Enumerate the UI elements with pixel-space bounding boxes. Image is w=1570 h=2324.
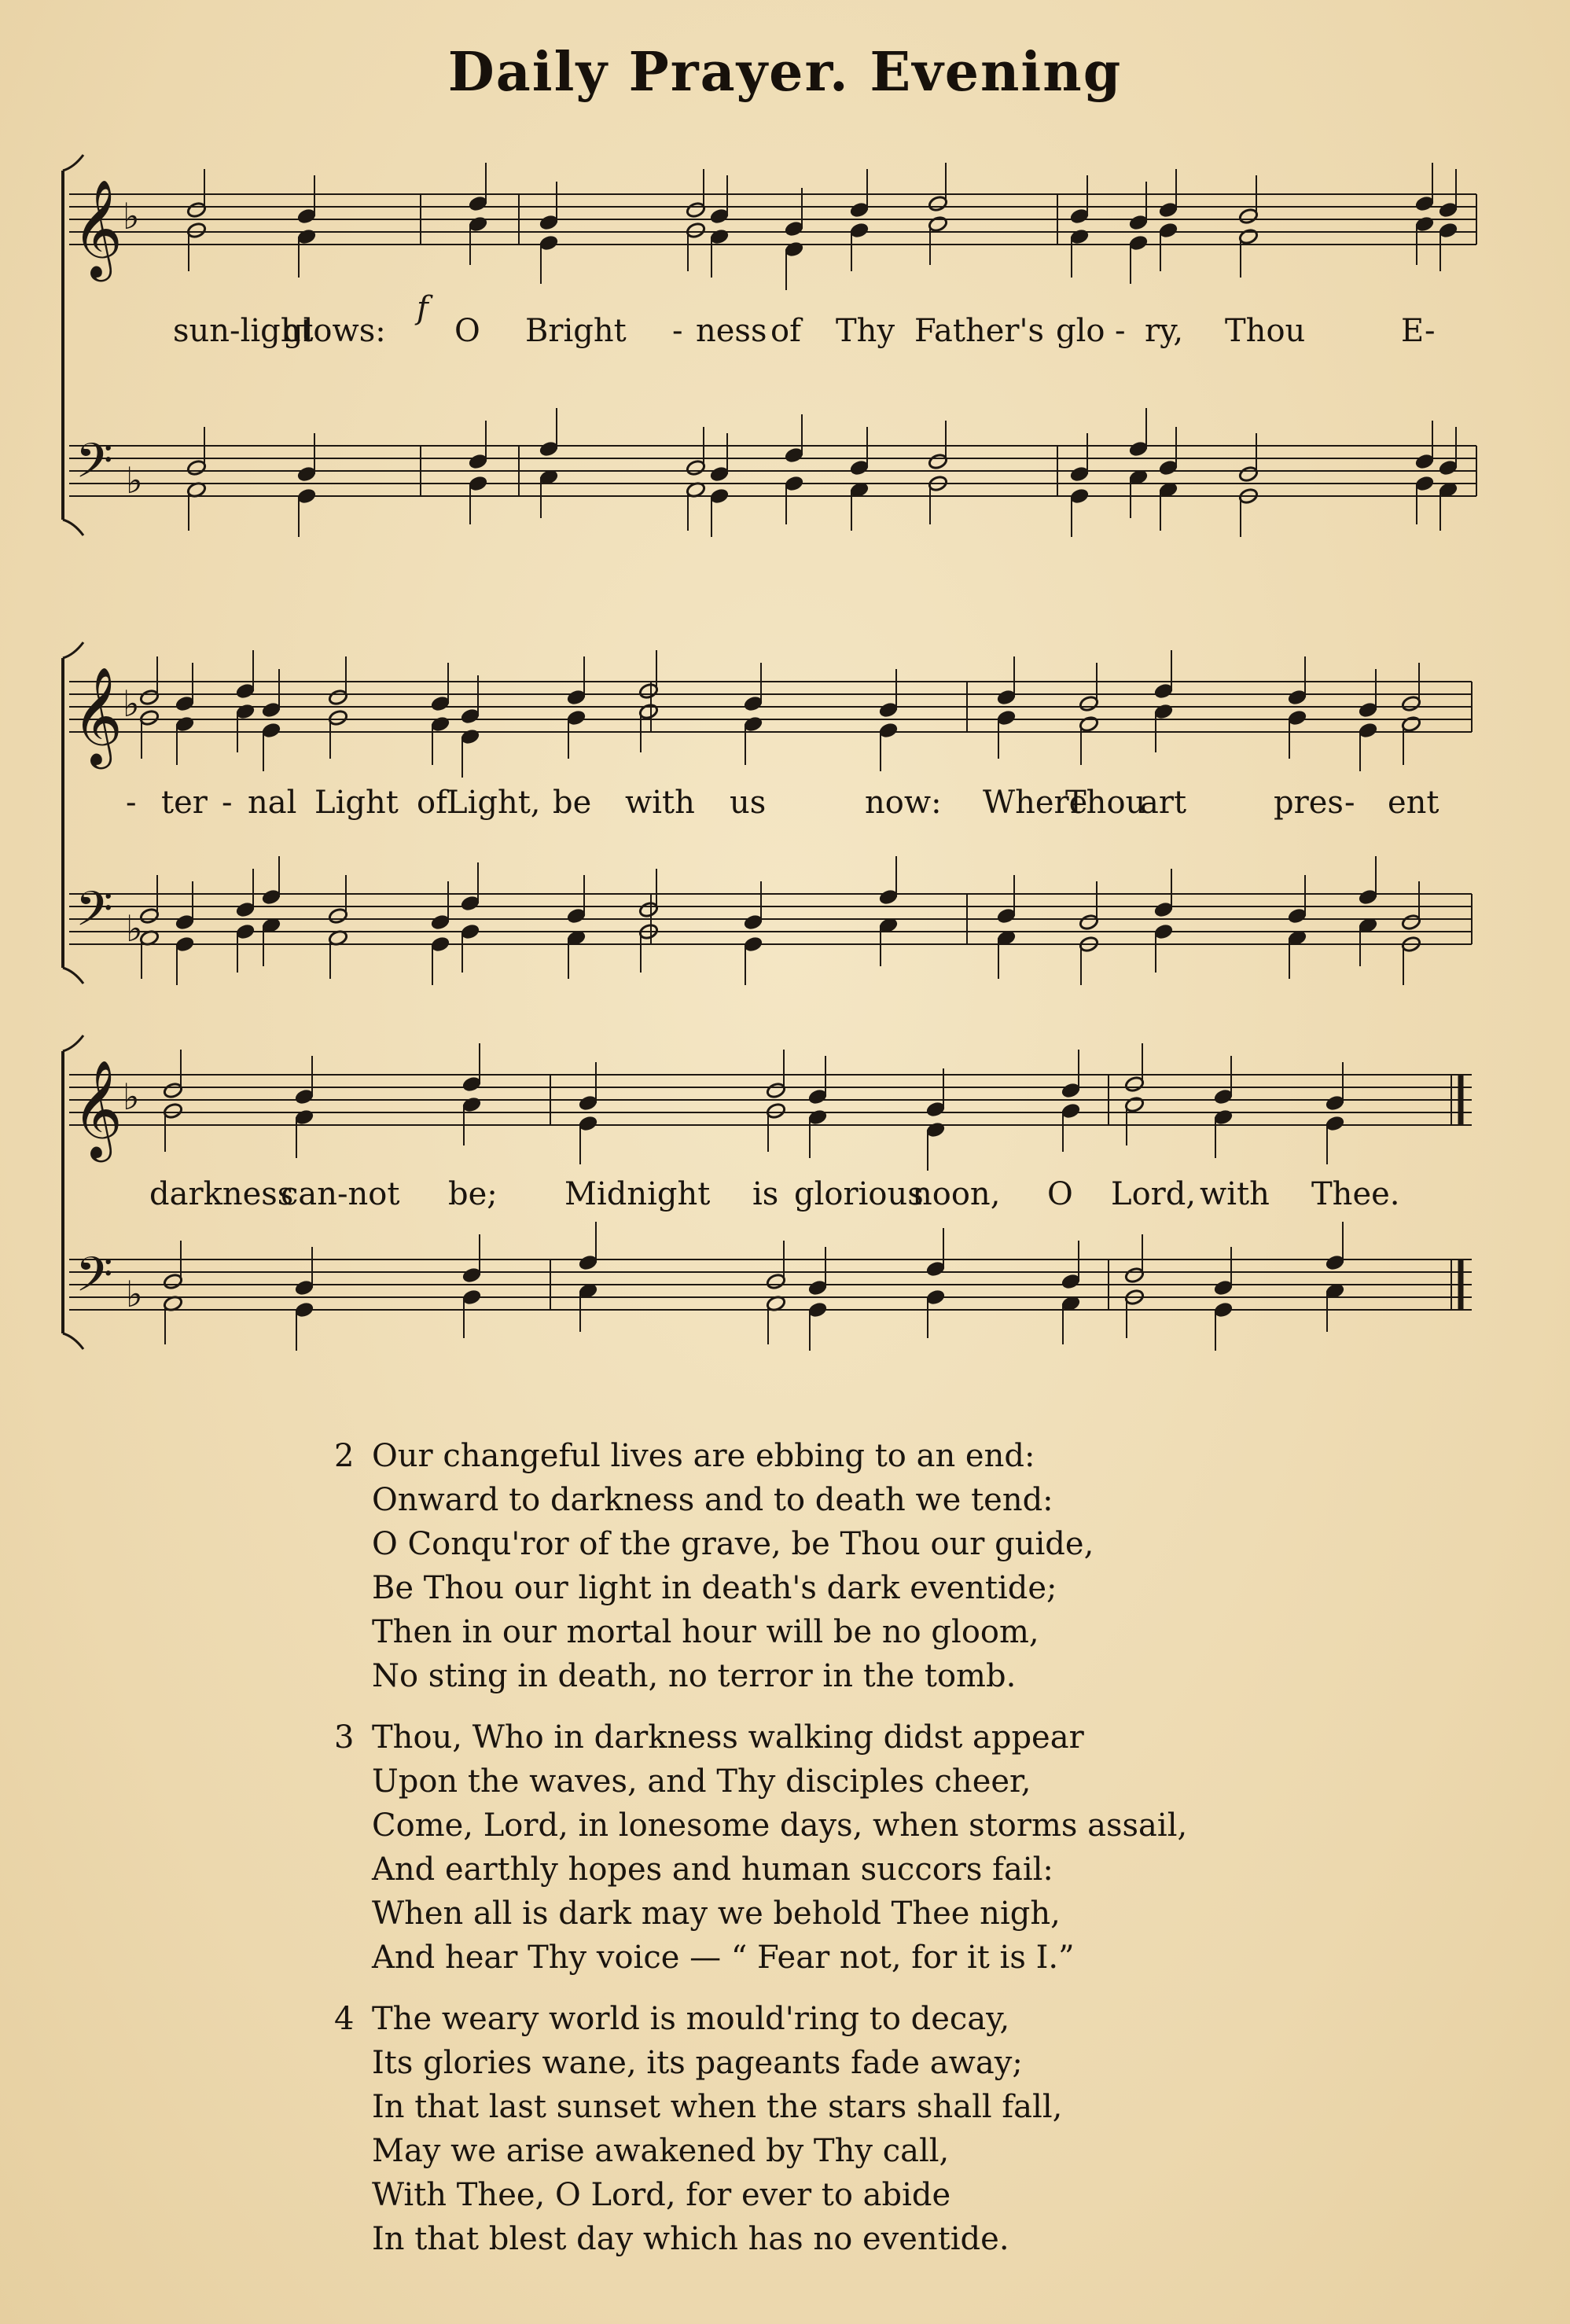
treble-staff bbox=[69, 194, 1476, 245]
key-flat-icon: ♭ bbox=[126, 907, 143, 950]
bracket-top bbox=[63, 642, 83, 658]
verse-line: Be Thou our light in death's dark eventide; bbox=[372, 1570, 1057, 1606]
lyric-syllable: be; bbox=[448, 1176, 498, 1212]
verse-4 bbox=[334, 1997, 1356, 2261]
lyric-syllable: Light, bbox=[447, 785, 541, 821]
verse-line: In that blest day which has no eventide. bbox=[372, 2221, 1009, 2257]
lyric-syllable: - bbox=[126, 785, 137, 821]
lyric-syllable: Thou bbox=[1065, 785, 1146, 821]
lyric-syllable: Where bbox=[983, 785, 1088, 821]
verse-number: 2 bbox=[334, 1438, 355, 1474]
page-title: Daily Prayer. Evening bbox=[447, 41, 1123, 104]
key-flat-icon: ♭ bbox=[123, 195, 140, 237]
lyric-syllable: Father's bbox=[914, 313, 1045, 349]
lyric-syllable: ness bbox=[696, 313, 767, 349]
verse-line: Our changeful lives are ebbing to an end: bbox=[372, 1438, 1035, 1474]
verse-number: 4 bbox=[334, 2001, 355, 2037]
verse-line: When all is dark may we behold Thee nigh, bbox=[372, 1896, 1061, 1932]
lyric-syllable: with bbox=[1200, 1176, 1270, 1212]
lyric-syllable: us bbox=[730, 785, 767, 821]
lyric-syllable: - bbox=[1344, 785, 1355, 821]
lyric-syllable: Thy bbox=[836, 313, 895, 349]
bass-staff bbox=[69, 894, 1472, 944]
lyric-syllable: Midnight bbox=[564, 1176, 711, 1212]
lyric-syllable: nal bbox=[248, 785, 297, 821]
lyric-syllable: sun-light bbox=[173, 313, 314, 349]
verse-line: Upon the waves, and Thy disciples cheer, bbox=[372, 1763, 1031, 1800]
lyric-syllable: of bbox=[417, 785, 447, 821]
verse-line: May we arise awakened by Thy call, bbox=[372, 2133, 950, 2169]
bass-clef-icon: 𝄢 bbox=[75, 881, 113, 949]
lyric-syllable: - bbox=[1115, 313, 1126, 349]
lyric-syllable: is bbox=[752, 1176, 779, 1212]
verse-line: The weary world is mould'ring to decay, bbox=[372, 2001, 1010, 2037]
bass-staff bbox=[69, 446, 1476, 496]
verse-line: Thou, Who in darkness walking didst appear bbox=[372, 1719, 1084, 1756]
verse-line: And hear Thy voice — “ Fear not, for it is I.” bbox=[372, 1940, 1075, 1976]
lyric-syllable: can-not bbox=[281, 1176, 400, 1212]
lyric-syllable: O bbox=[1047, 1176, 1073, 1212]
lyric-syllable: Bright bbox=[525, 313, 627, 349]
lyric-syllable: - bbox=[1425, 313, 1436, 349]
verse-line: With Thee, O Lord, for ever to abide bbox=[372, 2177, 951, 2213]
lyric-syllable: Thou bbox=[1225, 313, 1306, 349]
lyric-syllable: glows: bbox=[283, 313, 386, 349]
verse-line: O Conqu'ror of the grave, be Thou our guide, bbox=[372, 1526, 1094, 1562]
verses bbox=[334, 1434, 1356, 2278]
lyric-syllable: noon, bbox=[912, 1176, 1001, 1212]
lyric-syllable: now: bbox=[865, 785, 942, 821]
verse-line: Come, Lord, in lonesome days, when storms assail, bbox=[372, 1807, 1188, 1844]
verse-line: And earthly hopes and human succors fail: bbox=[372, 1851, 1053, 1888]
lyric-syllable: be bbox=[553, 785, 592, 821]
bass-clef-icon: 𝄢 bbox=[75, 1247, 113, 1315]
bass-staff bbox=[69, 1259, 1472, 1310]
treble-clef-icon: 𝄞 bbox=[72, 1060, 123, 1158]
lyric-syllable: pres bbox=[1274, 785, 1344, 821]
verse-line: Its glories wane, its pageants fade away; bbox=[372, 2045, 1023, 2081]
lyric-syllable: glo bbox=[1056, 313, 1105, 349]
lyric-syllable: of bbox=[770, 313, 801, 349]
verse-line: Then in our mortal hour will be no gloom, bbox=[372, 1614, 1039, 1650]
lyric-syllable: ent bbox=[1388, 785, 1439, 821]
lyric-syllable: - bbox=[222, 785, 233, 821]
lyric-syllable: Light bbox=[314, 785, 399, 821]
treble-clef-icon: 𝄞 bbox=[72, 667, 123, 765]
lyric-syllable: - bbox=[672, 313, 683, 349]
verse-2 bbox=[334, 1434, 1356, 1698]
lyric-syllable: with bbox=[625, 785, 695, 821]
lyric-syllable: E bbox=[1401, 313, 1425, 349]
bass-clef-icon: 𝄢 bbox=[75, 433, 113, 501]
bracket-bottom bbox=[63, 520, 83, 535]
lyric-syllable: ter bbox=[161, 785, 208, 821]
lyric-syllable: art bbox=[1140, 785, 1187, 821]
lyric-syllable: Lord, bbox=[1111, 1176, 1197, 1212]
treble-clef-icon: 𝄞 bbox=[72, 179, 123, 278]
verse-number: 3 bbox=[334, 1719, 355, 1756]
verse-line: Onward to darkness and to death we tend: bbox=[372, 1482, 1053, 1518]
lyric-syllable: ry, bbox=[1145, 313, 1184, 349]
lyric-syllable: glorious bbox=[794, 1176, 924, 1212]
bracket-bottom bbox=[63, 968, 83, 984]
lyric-syllable: O bbox=[454, 313, 480, 349]
verse-line: In that last sunset when the stars shall fall, bbox=[372, 2089, 1063, 2125]
verse-3 bbox=[334, 1715, 1356, 1980]
dynamic-marking: f bbox=[417, 290, 428, 326]
key-flat-icon: ♭ bbox=[123, 682, 140, 725]
bracket-top bbox=[63, 1035, 83, 1051]
lyric-syllable: darkness bbox=[149, 1176, 294, 1212]
verse-line: No sting in death, no terror in the tomb. bbox=[372, 1658, 1017, 1694]
key-flat-icon: ♭ bbox=[123, 1076, 140, 1118]
key-flat-icon: ♭ bbox=[126, 1273, 143, 1315]
lyric-syllable: Thee. bbox=[1311, 1176, 1400, 1212]
bracket-bottom bbox=[63, 1333, 83, 1349]
bracket-top bbox=[63, 155, 83, 171]
key-flat-icon: ♭ bbox=[126, 459, 143, 502]
